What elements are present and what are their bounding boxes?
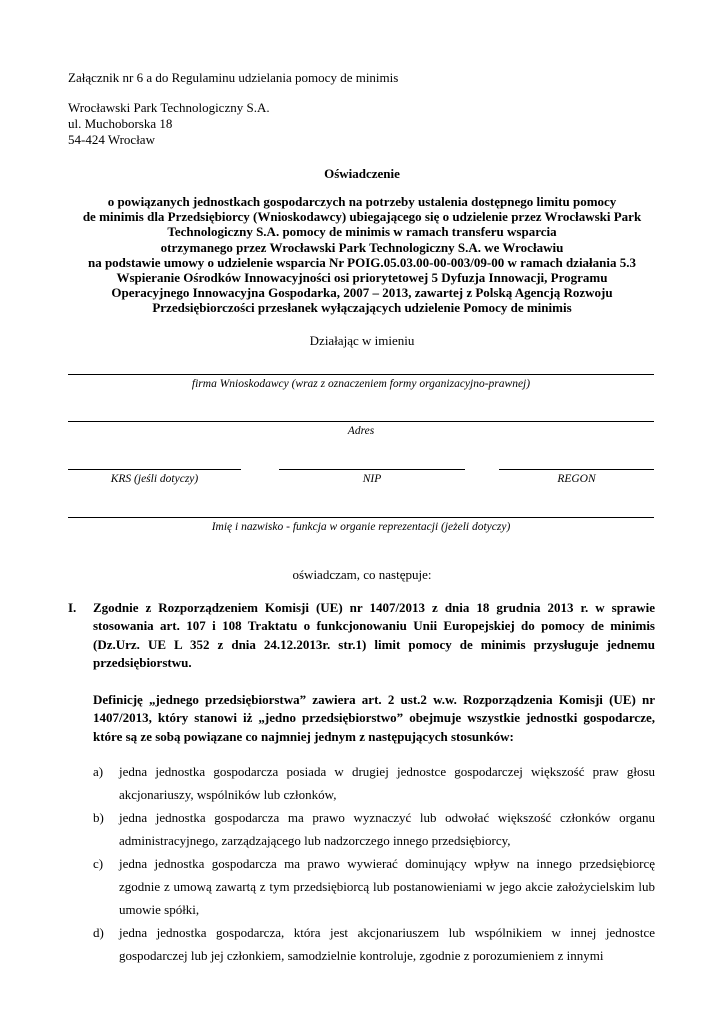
company-field-caption: firma Wnioskodawcy (wraz z oznaczeniem formy organizacyjno-prawnej) xyxy=(191,378,531,390)
document-title: Oświadczenie xyxy=(324,166,400,181)
list-marker: b) xyxy=(93,810,104,825)
organization-address xyxy=(68,100,270,148)
org-city: 54-424 Wrocław xyxy=(68,132,155,147)
declaration-intro: oświadczam, co następuje: xyxy=(292,567,432,582)
address-field-caption: Adres xyxy=(347,425,375,437)
krs-field-line[interactable] xyxy=(68,469,241,470)
krs-field-caption: KRS (jeśli dotyczy) xyxy=(110,473,199,485)
representative-field-caption: Imię i nazwisko - funkcja w organie reprezentacji (jeżeli dotyczy) xyxy=(211,521,511,533)
regon-field-caption: REGON xyxy=(557,473,596,485)
annex-note: Załącznik nr 6 a do Regulaminu udzielania pomocy de minimis xyxy=(68,70,399,85)
list-marker: c) xyxy=(93,856,104,871)
subtitle-line: Technologiczny S.A. pomocy de minimis w ramach transferu wsparcia xyxy=(167,224,557,240)
regon-field-line[interactable] xyxy=(499,469,654,470)
list-marker: a) xyxy=(93,764,104,779)
subtitle-line: de minimis dla Przedsiębiorcy (Wnioskodawcy) ubiegającego się o udzielenie przez Wrocławski Park xyxy=(82,209,642,225)
section-number: I. xyxy=(68,600,77,615)
list-text: jedna jednostka gospodarcza ma prawo wywierać dominujący wpływ na innego przedsiębiorcę zgodnie z umową zawartą z tym przedsiębiorcą lub postanowieniami w jego akcie założycielskim lub umowie spółki, xyxy=(119,856,655,917)
address-field-line[interactable] xyxy=(68,421,654,422)
subtitle-line: otrzymanego przez Wrocławski Park Technologiczny S.A. we Wrocławiu xyxy=(160,239,564,255)
document-subtitle xyxy=(60,194,664,316)
subtitle-line: Operacyjnego Innowacyjna Gospodarka, 2007 – 2013, zawartej z Polską Agencją Rozwoju xyxy=(111,285,613,301)
representative-field-line[interactable] xyxy=(68,517,654,518)
list-text: jedna jednostka gospodarcza ma prawo wyznaczyć lub odwołać większość członków organu administracyjnego, zarządzającego lub nadzorczego innego przedsiębiorcy, xyxy=(119,810,655,848)
subtitle-line: o powiązanych jednostkach gospodarczych na potrzeby ustalenia dostępnego limitu pomocy xyxy=(107,194,617,209)
list-marker: d) xyxy=(93,925,104,940)
org-name: Wrocławski Park Technologiczny S.A. xyxy=(68,100,270,115)
company-field-line[interactable] xyxy=(68,374,654,375)
definition-text: Definicję „jednego przedsiębiorstwa” zawiera art. 2 ust.2 w.w. Rozporządzenia Komisji (UE) nr 1407/2013, który stanowi iż „jedno przedsiębiorstwo” obejmuje wszystkie jednostki gospodarcze, które są ze sobą powiązane co najmniej jednym z następujących stosunków: xyxy=(93,692,655,744)
nip-field-caption: NIP xyxy=(362,473,382,485)
list-text: jedna jednostka gospodarcza, która jest akcjonariuszem lub wspólnikiem w innej jednostce gospodarczej lub jej członkiem, samodzielnie kontroluje, zgodnie z porozumieniem z innymi xyxy=(119,925,655,963)
acting-on-behalf: Działając w imieniu xyxy=(309,333,415,348)
nip-field-line[interactable] xyxy=(279,469,465,470)
org-street: ul. Muchoborska 18 xyxy=(68,116,173,131)
list-text: jedna jednostka gospodarcza posiada w drugiej jednostce gospodarczej większość praw głosu akcjonariuszy, wspólników lub członków, xyxy=(119,764,655,802)
subtitle-line: Przedsiębiorczości przesłanek wyłączających udzielenie Pomocy de minimis xyxy=(152,300,572,316)
subtitle-line: na podstawie umowy o udzielenie wsparcia Nr POIG.05.03.00-00-003/09-00 w ramach działania 5.3 xyxy=(87,254,637,270)
subtitle-line: Wspieranie Ośrodków Innowacyjności osi priorytetowej 5 Dyfuzja Innowacji, Programu xyxy=(116,270,608,286)
section-text: Zgodnie z Rozporządzeniem Komisji (UE) nr 1407/2013 z dnia 18 grudnia 2013 r. w sprawie stosowania art. 107 i 108 Traktatu o funkcjonowaniu Unii Europejskiej do pomocy de minimis (Dz.Urz. UE L 352 z dnia 24.12.2013r. str.1) limit pomocy de minimis przysługuje jednemu przedsiębiorstwu. xyxy=(93,600,655,670)
